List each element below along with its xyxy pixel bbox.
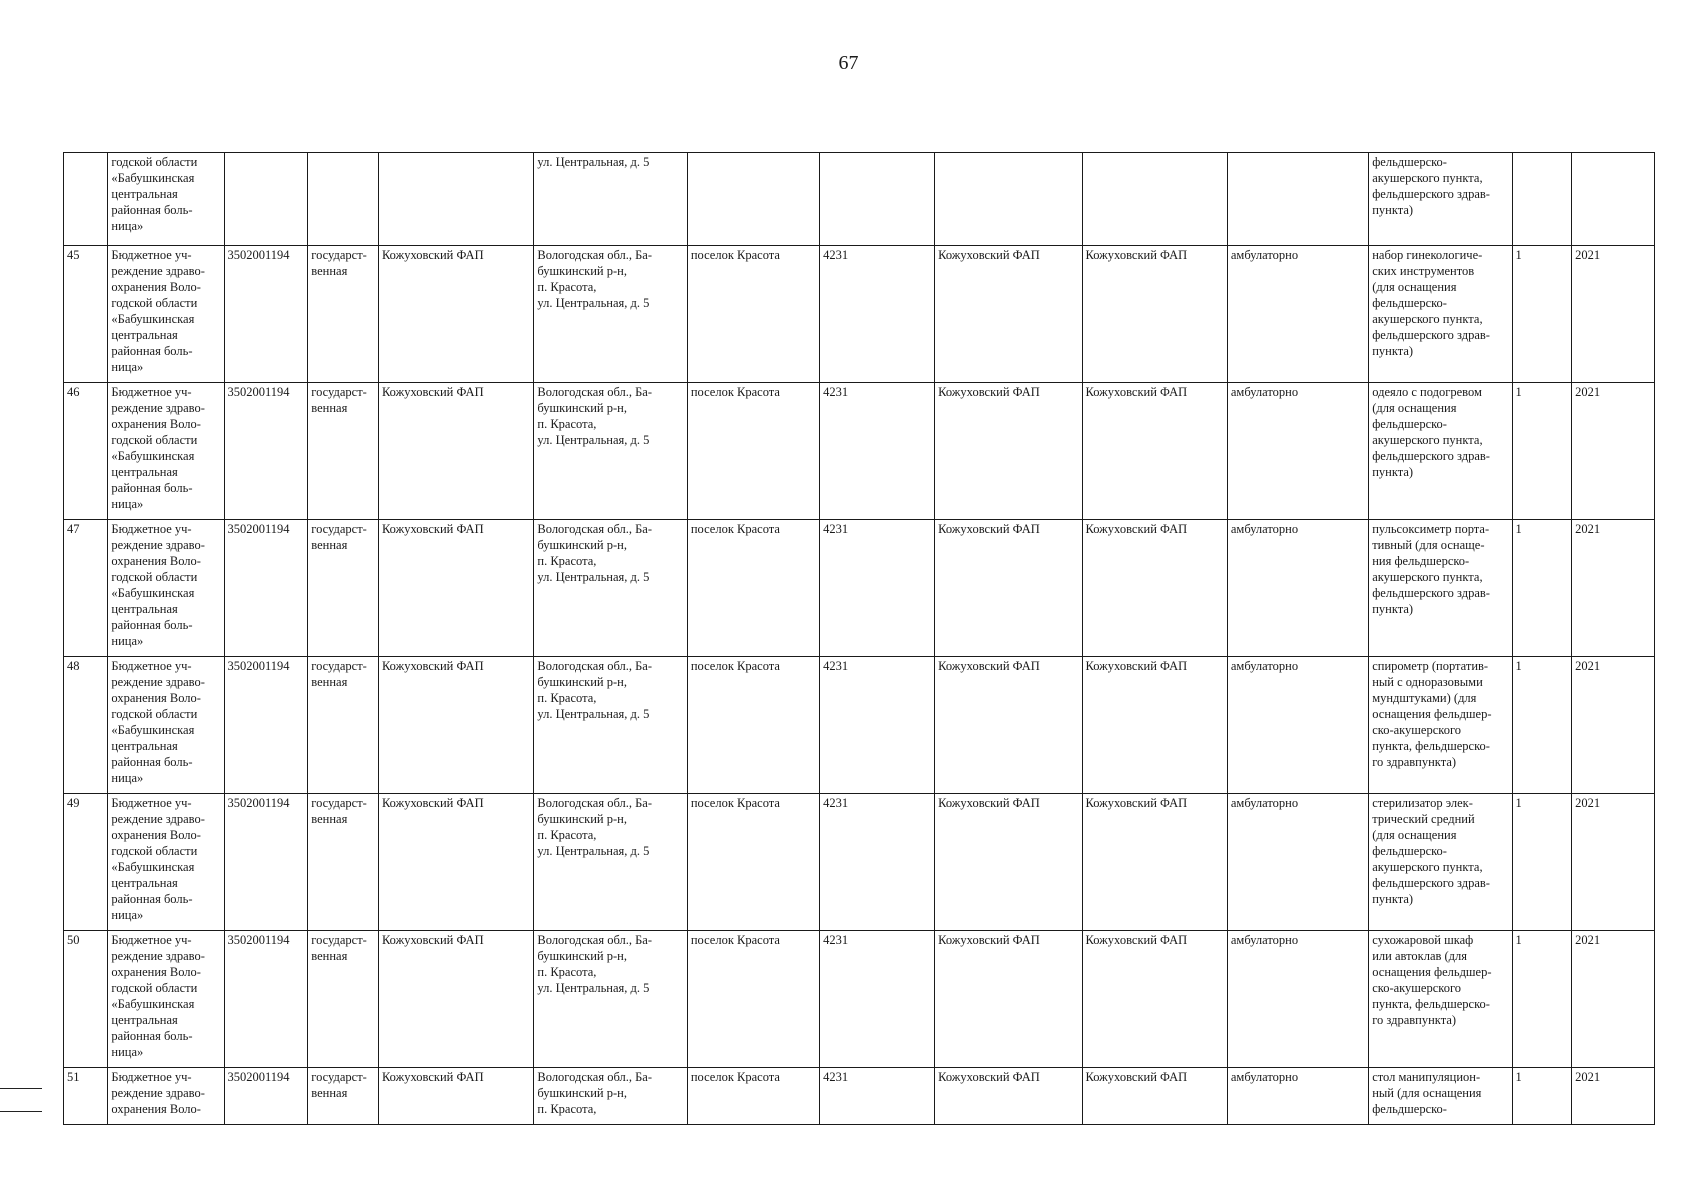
cell-settlement: поселок Красота: [687, 246, 819, 383]
table-row: [64, 1068, 1655, 1125]
cell-equipment: набор гинекологиче- ских инструментов (для оснащения фельдшерско- акушерского пункта, фельдшерского здрав- пункта): [1369, 246, 1512, 383]
cell-settlement: поселок Красота: [687, 1068, 819, 1125]
cell-num: [64, 153, 108, 246]
page-number: 67: [838, 52, 859, 74]
cell-unit2: Кожуховский ФАП: [1082, 1068, 1227, 1125]
cell-unit1: Кожуховский ФАП: [935, 657, 1082, 794]
cell-inn: 3502001194: [224, 1068, 308, 1125]
margin-mark: [0, 1111, 42, 1112]
cell-population: 4231: [820, 657, 935, 794]
cell-unit1: Кожуховский ФАП: [935, 383, 1082, 520]
table-row-continuation: [64, 153, 1655, 246]
margin-mark: [0, 1088, 42, 1089]
cell-equipment: стерилизатор элек- трический средний (для оснащения фельдшерско- акушерского пункта, фельдшерского здрав- пункта): [1369, 794, 1512, 931]
table-row: [64, 520, 1655, 657]
cell-population: 4231: [820, 383, 935, 520]
table-row: [64, 931, 1655, 1068]
cell-num: 45: [64, 246, 108, 383]
cell-year: 2021: [1572, 1068, 1655, 1125]
cell-population: 4231: [820, 931, 935, 1068]
table-row: [64, 794, 1655, 931]
cell-unit1: Кожуховский ФАП: [935, 246, 1082, 383]
cell-qty: 1: [1512, 1068, 1572, 1125]
cell-equipment: сухожаровой шкаф или автоклав (для оснащения фельдшер- ско-акушерского пункта, фельдшерско- го здравпункта): [1369, 931, 1512, 1068]
cell-num: 47: [64, 520, 108, 657]
cell-unit2: Кожуховский ФАП: [1082, 657, 1227, 794]
cell-settlement: поселок Красота: [687, 657, 819, 794]
cell-num: 46: [64, 383, 108, 520]
table-row: [64, 246, 1655, 383]
cell-settlement: поселок Красота: [687, 520, 819, 657]
cell-unit1: Кожуховский ФАП: [935, 931, 1082, 1068]
cell-facility: Кожуховский ФАП: [378, 1068, 533, 1125]
cell-inn: 3502001194: [224, 520, 308, 657]
cell-care-form: амбулаторно: [1227, 383, 1368, 520]
cell-org: годской области «Бабушкинская центральная районная боль- ница»: [108, 153, 224, 246]
cell-inn: 3502001194: [224, 383, 308, 520]
cell-address: Вологодская обл., Ба- бушкинский р-н, п. Красота, ул. Центральная, д. 5: [534, 383, 687, 520]
cell-ownership: государст- венная: [308, 931, 379, 1068]
cell-num: 49: [64, 794, 108, 931]
cell-equipment: пульсоксиметр порта- тивный (для оснаще- ния фельдшерско- акушерского пункта, фельдшерского здрав- пункта): [1369, 520, 1512, 657]
cell-facility: Кожуховский ФАП: [378, 794, 533, 931]
cell-care-form: амбулаторно: [1227, 794, 1368, 931]
cell-qty: 1: [1512, 794, 1572, 931]
cell-ownership: государст- венная: [308, 1068, 379, 1125]
cell-year: 2021: [1572, 657, 1655, 794]
cell-year: [1572, 153, 1655, 246]
cell-org: Бюджетное уч- реждение здраво- охранения Воло- годской области «Бабушкинская центральная районная боль- ница»: [108, 520, 224, 657]
cell-settlement: поселок Красота: [687, 931, 819, 1068]
cell-org: Бюджетное уч- реждение здраво- охранения Воло-: [108, 1068, 224, 1125]
cell-inn: 3502001194: [224, 246, 308, 383]
cell-inn: 3502001194: [224, 657, 308, 794]
cell-settlement: [687, 153, 819, 246]
cell-address: Вологодская обл., Ба- бушкинский р-н, п. Красота, ул. Центральная, д. 5: [534, 520, 687, 657]
cell-unit1: Кожуховский ФАП: [935, 794, 1082, 931]
cell-unit2: [1082, 153, 1227, 246]
cell-address: ул. Центральная, д. 5: [534, 153, 687, 246]
cell-equipment: спирометр (портатив- ный с одноразовыми мундштуками) (для оснащения фельдшер- ско-акушерского пункта, фельдшерско- го здравпункта): [1369, 657, 1512, 794]
cell-unit1: Кожуховский ФАП: [935, 1068, 1082, 1125]
cell-year: 2021: [1572, 246, 1655, 383]
cell-population: 4231: [820, 246, 935, 383]
cell-org: Бюджетное уч- реждение здраво- охранения Воло- годской области «Бабушкинская центральная районная боль- ница»: [108, 657, 224, 794]
cell-care-form: амбулаторно: [1227, 931, 1368, 1068]
cell-qty: 1: [1512, 246, 1572, 383]
cell-care-form: амбулаторно: [1227, 1068, 1368, 1125]
cell-care-form: амбулаторно: [1227, 246, 1368, 383]
cell-qty: [1512, 153, 1572, 246]
cell-inn: [224, 153, 308, 246]
cell-address: Вологодская обл., Ба- бушкинский р-н, п. Красота, ул. Центральная, д. 5: [534, 794, 687, 931]
cell-population: 4231: [820, 794, 935, 931]
cell-address: Вологодская обл., Ба- бушкинский р-н, п. Красота, ул. Центральная, д. 5: [534, 246, 687, 383]
cell-ownership: государст- венная: [308, 520, 379, 657]
cell-num: 51: [64, 1068, 108, 1125]
cell-num: 50: [64, 931, 108, 1068]
cell-population: 4231: [820, 1068, 935, 1125]
cell-facility: Кожуховский ФАП: [378, 246, 533, 383]
cell-equipment: фельдшерско- акушерского пункта, фельдшерского здрав- пункта): [1369, 153, 1512, 246]
cell-facility: Кожуховский ФАП: [378, 520, 533, 657]
cell-year: 2021: [1572, 931, 1655, 1068]
cell-qty: 1: [1512, 657, 1572, 794]
cell-qty: 1: [1512, 520, 1572, 657]
cell-org: Бюджетное уч- реждение здраво- охранения Воло- годской области «Бабушкинская центральная районная боль- ница»: [108, 383, 224, 520]
cell-population: 4231: [820, 520, 935, 657]
cell-equipment: стол манипуляцион- ный (для оснащения фельдшерско-: [1369, 1068, 1512, 1125]
cell-ownership: государст- венная: [308, 657, 379, 794]
cell-facility: [378, 153, 533, 246]
table-row: [64, 657, 1655, 794]
cell-unit2: Кожуховский ФАП: [1082, 383, 1227, 520]
cell-ownership: государст- венная: [308, 246, 379, 383]
cell-care-form: амбулаторно: [1227, 657, 1368, 794]
cell-unit1: [935, 153, 1082, 246]
cell-unit2: Кожуховский ФАП: [1082, 246, 1227, 383]
cell-care-form: [1227, 153, 1368, 246]
cell-address: Вологодская обл., Ба- бушкинский р-н, п. Красота, ул. Центральная, д. 5: [534, 657, 687, 794]
cell-unit2: Кожуховский ФАП: [1082, 794, 1227, 931]
cell-num: 48: [64, 657, 108, 794]
cell-address: Вологодская обл., Ба- бушкинский р-н, п. Красота, ул. Центральная, д. 5: [534, 931, 687, 1068]
cell-year: 2021: [1572, 383, 1655, 520]
cell-settlement: поселок Красота: [687, 383, 819, 520]
cell-facility: Кожуховский ФАП: [378, 657, 533, 794]
cell-equipment: одеяло с подогревом (для оснащения фельдшерско- акушерского пункта, фельдшерского здрав- пункта): [1369, 383, 1512, 520]
equipment-registry-table: [63, 152, 1655, 1125]
cell-year: 2021: [1572, 520, 1655, 657]
cell-org: Бюджетное уч- реждение здраво- охранения Воло- годской области «Бабушкинская центральная районная боль- ница»: [108, 794, 224, 931]
cell-unit2: Кожуховский ФАП: [1082, 931, 1227, 1068]
cell-facility: Кожуховский ФАП: [378, 931, 533, 1068]
cell-care-form: амбулаторно: [1227, 520, 1368, 657]
cell-qty: 1: [1512, 383, 1572, 520]
cell-unit1: Кожуховский ФАП: [935, 520, 1082, 657]
cell-population: [820, 153, 935, 246]
cell-unit2: Кожуховский ФАП: [1082, 520, 1227, 657]
cell-settlement: поселок Красота: [687, 794, 819, 931]
cell-org: Бюджетное уч- реждение здраво- охранения Воло- годской области «Бабушкинская центральная районная боль- ница»: [108, 246, 224, 383]
cell-inn: 3502001194: [224, 794, 308, 931]
cell-facility: Кожуховский ФАП: [378, 383, 533, 520]
cell-ownership: государст- венная: [308, 794, 379, 931]
cell-ownership: [308, 153, 379, 246]
cell-address: Вологодская обл., Ба- бушкинский р-н, п. Красота,: [534, 1068, 687, 1125]
table-row: [64, 383, 1655, 520]
cell-inn: 3502001194: [224, 931, 308, 1068]
cell-org: Бюджетное уч- реждение здраво- охранения Воло- годской области «Бабушкинская центральная районная боль- ница»: [108, 931, 224, 1068]
cell-ownership: государст- венная: [308, 383, 379, 520]
cell-year: 2021: [1572, 794, 1655, 931]
cell-qty: 1: [1512, 931, 1572, 1068]
